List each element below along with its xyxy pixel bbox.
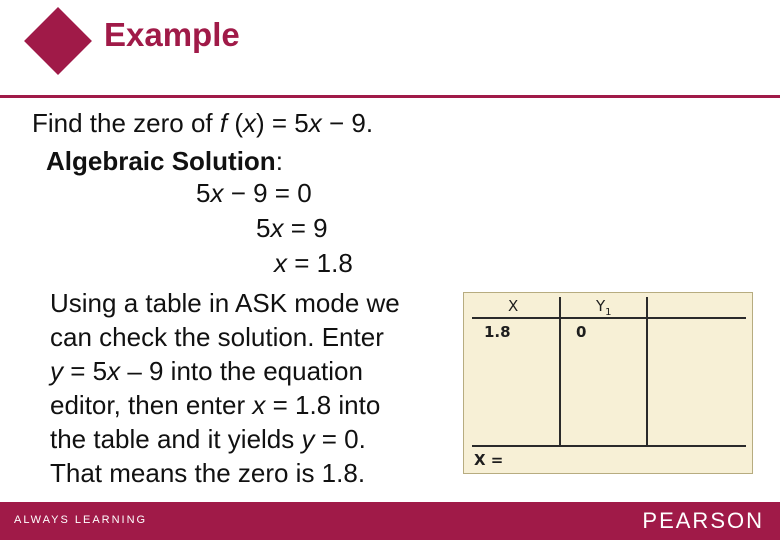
- problem-mid: ) = 5: [256, 108, 309, 138]
- para-l3-x: x: [107, 356, 121, 386]
- step1-var: x: [210, 178, 224, 208]
- table-header-y: [596, 297, 612, 318]
- slide-title: Example: [104, 16, 240, 53]
- table-header-y-letter: Y: [596, 297, 606, 315]
- table-header-x: X: [508, 297, 519, 315]
- para-l5-b: = 0.: [314, 424, 366, 454]
- table-cell-x: 1.8: [484, 323, 511, 341]
- table-col-divider-1: [559, 297, 561, 445]
- step1-coef: 5: [196, 178, 211, 208]
- para-l4-a: editor, then enter: [50, 390, 253, 420]
- step2-rest: = 9: [283, 213, 328, 243]
- table-header-y-sub: 1: [605, 307, 612, 318]
- equation-step-1: [196, 178, 312, 209]
- para-l3-y: y: [50, 356, 63, 386]
- step3-rest: = 1.8: [287, 248, 353, 278]
- para-line-2: can check the solution. Enter: [50, 322, 384, 352]
- para-line-4: [50, 388, 450, 422]
- para-line-3: [50, 354, 450, 388]
- problem-paren: (: [227, 108, 244, 138]
- para-line-1: Using a table in ASK mode we: [50, 288, 400, 318]
- para-l4-b: = 1.8 into: [265, 390, 381, 420]
- step3-var: x: [274, 248, 287, 278]
- equation-step-2: [256, 213, 328, 244]
- table-cell-y: 0: [576, 323, 587, 341]
- problem-x2: x: [308, 108, 322, 138]
- problem-tail: − 9.: [321, 108, 374, 138]
- para-l5-y: y: [301, 424, 315, 454]
- problem-prefix: Find the zero of: [32, 108, 220, 138]
- explanation-paragraph: [50, 286, 450, 490]
- footer-tagline: ALWAYS LEARNING: [14, 514, 148, 526]
- step1-rest: − 9 = 0: [223, 178, 312, 208]
- para-l3-a: = 5: [63, 356, 108, 386]
- problem-statement: [32, 108, 373, 139]
- title-diamond-icon: [24, 7, 92, 75]
- para-l3-b: – 9 into the equation: [120, 356, 363, 386]
- problem-f: f: [219, 108, 228, 138]
- para-line-5: [50, 422, 450, 456]
- step2-var: x: [270, 213, 284, 243]
- para-l5-a: the table and it yields: [50, 424, 302, 454]
- solution-heading-text: Algebraic Solution: [46, 146, 276, 176]
- solution-heading-colon: :: [275, 146, 283, 176]
- para-line-6: That means the zero is 1.8.: [50, 458, 366, 488]
- problem-x1: x: [243, 108, 257, 138]
- footer-bar: [0, 502, 780, 540]
- step2-coef: 5: [256, 213, 271, 243]
- footer-brand-logo: PEARSON: [642, 508, 764, 533]
- table-entry-label: X =: [474, 451, 504, 469]
- table-col-divider-2: [646, 297, 648, 445]
- table-entry-rule: [472, 445, 746, 447]
- para-l4-x: x: [252, 390, 266, 420]
- title-divider: [0, 95, 780, 98]
- equation-step-3: [274, 248, 353, 279]
- calculator-table-screen: [463, 292, 753, 474]
- solution-heading: [46, 146, 283, 177]
